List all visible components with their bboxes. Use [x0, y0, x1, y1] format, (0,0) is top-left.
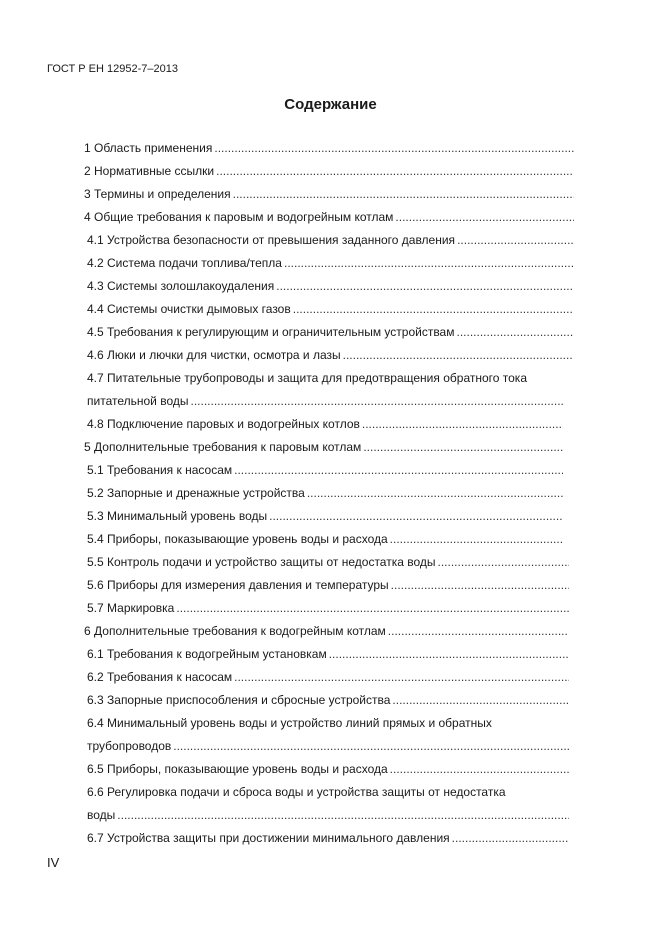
dot-leader [117, 807, 569, 823]
toc-entry-5-3[interactable] [87, 508, 563, 524]
toc-entry-label: 5.1 Требования к насосам [87, 463, 233, 477]
toc-entry-label: 4.6 Люки и лючки для чистки, осмотра и лазы [87, 348, 341, 362]
toc-entry-5-5[interactable] [87, 554, 569, 570]
toc-entry-5-1[interactable] [87, 462, 563, 478]
toc-entry-label: 4.8 Подключение паровых и водогрейных котлов [87, 417, 360, 431]
dot-leader [216, 163, 574, 179]
dot-leader [362, 416, 563, 432]
toc-entry-4-7[interactable] [87, 370, 587, 386]
page-title: Содержание [284, 96, 377, 113]
toc-entry-2[interactable] [84, 163, 574, 179]
toc-entry-6-7[interactable] [87, 830, 569, 846]
toc-entry-label: 4.4 Системы очистки дымовых газов [87, 302, 291, 316]
toc-entry-label: 4.5 Требования к регулирующим и ограничительным устройствам [87, 325, 455, 339]
toc-entry-label: 6.1 Требования к водогрейным установкам [87, 647, 327, 661]
dot-leader [363, 439, 563, 455]
toc-entry-4-4[interactable] [87, 301, 573, 317]
toc-entry-5-7[interactable] [87, 600, 569, 616]
dot-leader [234, 462, 563, 478]
dot-leader [176, 600, 569, 616]
toc-entry-label: 5.3 Минимальный уровень воды [87, 509, 268, 523]
toc-entry-label: 6.7 Устройства защиты при достижении минимального давления [87, 831, 450, 845]
dot-leader [457, 232, 573, 248]
toc-entry-1[interactable] [84, 140, 574, 156]
dot-leader [307, 485, 563, 501]
toc-entry-label: 4 Общие требования к паровым и водогрейным котлам [84, 210, 394, 224]
dot-leader [456, 324, 573, 340]
toc-entry-label: 6.5 Приборы, показывающие уровень воды и расхода [87, 762, 388, 776]
toc-entry-label: 5.5 Контроль подачи и устройство защиты от недостатка воды [87, 555, 436, 569]
page-number: IV [47, 855, 60, 870]
toc-entry-label: 4.1 Устройства безопасности от превышения заданного давления [87, 233, 456, 247]
toc-entry-label: 4.2 Система подачи топлива/тепла [87, 256, 282, 270]
toc-entry-6-6[interactable] [87, 784, 557, 800]
toc-entry-4[interactable] [84, 209, 574, 225]
dot-leader [214, 140, 574, 156]
toc-entry-4-6[interactable] [87, 347, 573, 363]
toc-entry-6-3[interactable] [87, 692, 569, 708]
dot-leader [452, 830, 569, 846]
toc-entry-label: 5.6 Приборы для измерения давления и температуры [87, 578, 389, 592]
toc-entry-6-5[interactable] [87, 761, 569, 777]
toc-entry-6-4-cont[interactable] [87, 738, 569, 754]
dot-leader [284, 255, 573, 271]
toc-entry-label: 6.4 Минимальный уровень воды и устройство линий прямых и обратных [87, 716, 492, 730]
dot-leader [276, 278, 573, 294]
toc-entry-6-1[interactable] [87, 646, 569, 662]
toc-entry-5-4[interactable] [87, 531, 563, 547]
toc-entry-4-3[interactable] [87, 278, 573, 294]
toc-entry-4-1[interactable] [87, 232, 573, 248]
dot-leader [329, 646, 569, 662]
toc-entry-5-2[interactable] [87, 485, 563, 501]
toc-entry-label: 1 Область применения [84, 141, 213, 155]
dot-leader [390, 761, 569, 777]
dot-leader [390, 531, 563, 547]
toc-entry-5[interactable] [84, 439, 563, 455]
toc-entry-label: 4.7 Питательные трубопроводы и защита для предотвращения обратного тока [87, 371, 527, 385]
dot-leader [190, 393, 563, 409]
dot-leader [438, 554, 569, 570]
toc-entry-4-2[interactable] [87, 255, 573, 271]
dot-leader [343, 347, 573, 363]
toc-entry-3[interactable] [84, 186, 574, 202]
dot-leader [293, 301, 573, 317]
toc-entry-6[interactable] [84, 623, 569, 639]
toc-entry-label: 2 Нормативные ссылки [84, 164, 215, 178]
dot-leader [395, 209, 574, 225]
toc-entry-label: 5.2 Запорные и дренажные устройства [87, 486, 305, 500]
toc-entry-label: 5.7 Маркировка [87, 601, 175, 615]
document-code-header: ГОСТ Р ЕН 12952-7–2013 [47, 63, 178, 75]
toc-entry-label: 3 Термины и определения [84, 187, 231, 201]
toc-entry-label: 6.6 Регулировка подачи и сброса воды и устройства защиты от недостатка [87, 785, 506, 799]
toc-entry-label: 4.3 Системы золошлакоудаления [87, 279, 275, 293]
toc-entry-5-6[interactable] [87, 577, 569, 593]
toc-entry-6-4[interactable] [87, 715, 557, 731]
toc-entry-4-7-cont[interactable] [87, 393, 563, 409]
toc-entry-label: 5.4 Приборы, показывающие уровень воды и расхода [87, 532, 388, 546]
dot-leader [234, 669, 569, 685]
toc-entry-label: 6 Дополнительные требования к водогрейным котлам [84, 624, 386, 638]
dot-leader [173, 738, 569, 754]
dot-leader [391, 577, 569, 593]
toc-entry-4-8[interactable] [87, 416, 563, 432]
toc-entry-label: воды [87, 808, 116, 822]
dot-leader [233, 186, 574, 202]
toc-entry-label: 6.3 Запорные приспособления и сбросные устройства [87, 693, 391, 707]
toc-entry-label: трубопроводов [87, 739, 172, 753]
toc-entry-label: 6.2 Требования к насосам [87, 670, 233, 684]
dot-leader [388, 623, 569, 639]
toc-entry-label: 5 Дополнительные требования к паровым котлам [84, 440, 362, 454]
toc-entry-6-2[interactable] [87, 669, 569, 685]
dot-leader [269, 508, 563, 524]
dot-leader [392, 692, 569, 708]
toc-entry-6-6-cont[interactable] [87, 807, 569, 823]
toc-entry-4-5[interactable] [87, 324, 573, 340]
toc-entry-label: питательной воды [87, 394, 189, 408]
